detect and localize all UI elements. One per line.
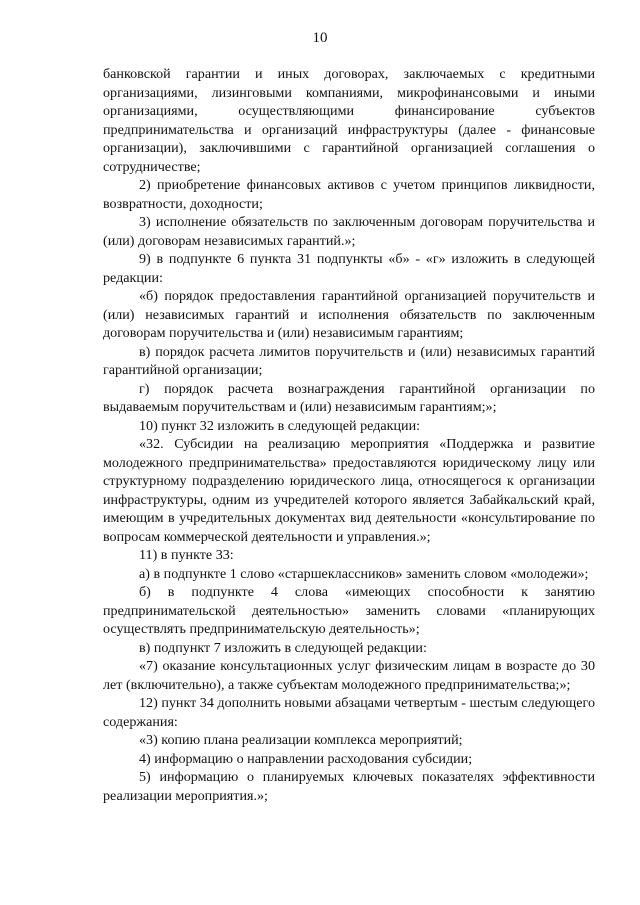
paragraph: «32. Субсидии на реализацию мероприятия «Поддержка и развитие молодежного предпринимательства» предоставляются юридическому лицу или структурному подразделению юридического лица, относящегося к организации инфраструктуры, одним из учредителей которого является Забайкальский край, имеющим в учредительных документах вид деятельности «консультирование по вопросам коммерческой деятельности и управления.»; xyxy=(103,436,595,545)
paragraph: 3) исполнение обязательств по заключенным договорам поручительства и (или) договорам независимых гарантий.»; xyxy=(103,214,595,249)
paragraph: «3) копию плана реализации комплекса мероприятий; xyxy=(139,732,463,748)
paragraph: «б) порядок предоставления гарантийной организацией поручительств и (или) независимых гарантий и исполнения обязательств по заключенным договорам поручительства и (или) независимым гарантиям; xyxy=(103,288,595,341)
paragraph: 2) приобретение финансовых активов с учетом принципов ликвидности, возвратности, доходности; xyxy=(103,177,595,212)
paragraph: банковской гарантии и иных договорах, заключаемых с кредитными организациями, лизинговыми компаниями, микрофинансовыми и иными организациями, осуществляющими финансирование субъектов предпринимательства и организаций инфраструктуры (далее - финансовые организации), заключившими с гарантийной организацией соглашения о сотрудничестве; xyxy=(103,66,595,175)
page-number: 10 xyxy=(312,30,328,46)
paragraph: в) порядок расчета лимитов поручительств и (или) независимых гарантий гарантийной организации; xyxy=(103,343,595,378)
paragraph: г) порядок расчета вознаграждения гарантийной организации по выдаваемым поручительствам и (или) независимым гарантиям;»; xyxy=(103,380,595,415)
document-body xyxy=(103,65,595,805)
paragraph: б) в подпункте 4 слова «имеющих способности к занятию предпринимательской деятельностью» заменить словами «планирующих осуществлять предпринимательскую деятельность»; xyxy=(103,584,595,637)
paragraph: «7) оказание консультационных услуг физическим лицам в возрасте до 30 лет (включительно), а также субъектам молодежного предпринимательства;»; xyxy=(103,658,595,693)
paragraph: 10) пункт 32 изложить в следующей редакции: xyxy=(139,417,421,434)
paragraph: 12) пункт 34 дополнить новыми абзацами четвертым - шестым следующего содержания: xyxy=(103,695,595,730)
paragraph: в) подпункт 7 изложить в следующей редакции: xyxy=(139,639,427,656)
paragraph: 4) информацию о направлении расходования субсидии; xyxy=(139,750,473,767)
paragraph: а) в подпункте 1 слово «старшеклассников» заменить словом «молодежи»; xyxy=(139,565,589,582)
paragraph: 5) информацию о планируемых ключевых показателях эффективности реализации мероприятия.»; xyxy=(103,769,595,804)
paragraph: 9) в подпункте 6 пункта 31 подпункты «б» - «г» изложить в следующей редакции: xyxy=(103,251,595,286)
paragraph: 11) в пункте 33: xyxy=(139,547,234,563)
